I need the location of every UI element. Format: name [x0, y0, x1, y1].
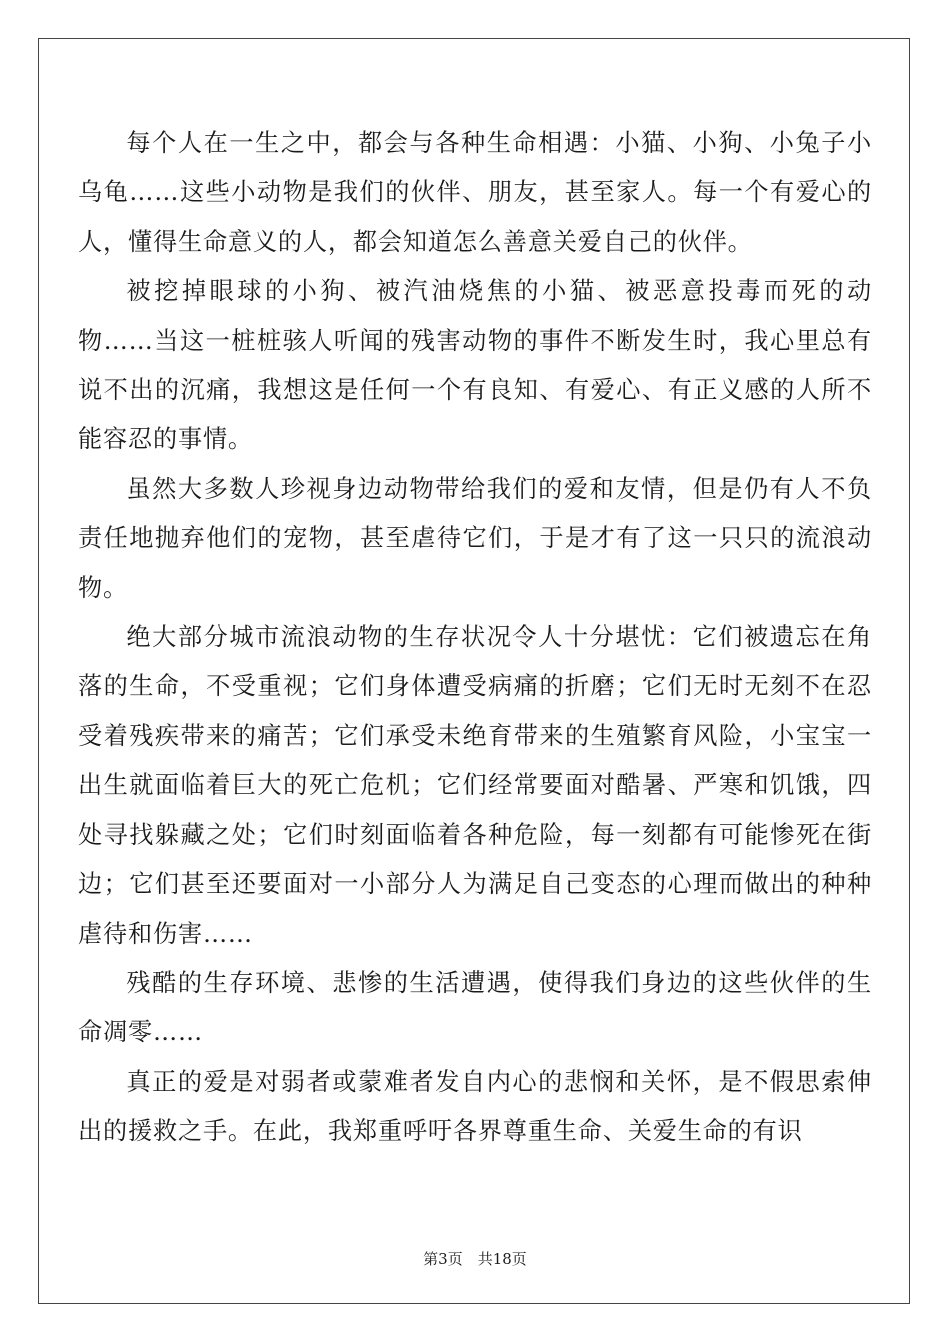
paragraph-6: 真正的爱是对弱者或蒙难者发自内心的悲悯和关怀，是不假思索伸出的援救之手。在此，我郑重呼吁各界尊重生命、关爱生命的有识: [78, 1067, 872, 1146]
paragraph-5: 残酷的生存环境、悲惨的生活遭遇，使得我们身边的这些伙伴的生命凋零……: [78, 968, 872, 1047]
paragraph-2: 被挖掉眼球的小狗、被汽油烧焦的小猫、被恶意投毒而死的动物……当这一桩桩骇人听闻的残害动物的事件不断发生时，我心里总有说不出的沉痛，我想这是任何一个有良知、有爱心、有正义感的人所不能容忍的事情。: [78, 277, 872, 454]
document-body: [78, 119, 872, 1157]
page-number-footer: 第3页 共18页: [423, 1250, 527, 1268]
paragraph-1: 每个人在一生之中，都会与各种生命相遇：小猫、小狗、小兔子小乌龟……这些小动物是我们的伙伴、朋友，甚至家人。每一个有爱心的人，懂得生命意义的人，都会知道怎么善意关爱自己的伙伴。: [78, 129, 872, 256]
paragraph-4: 绝大部分城市流浪动物的生存状况令人十分堪忧：它们被遗忘在角落的生命，不受重视；它们身体遭受病痛的折磨；它们无时无刻不在忍受着残疾带来的痛苦；它们承受未绝育带来的生殖繁育风险，小宝宝一出生就面临着巨大的死亡危机；它们经常要面对酷暑、严寒和饥饿，四处寻找躲藏之处；它们时刻面临着各种危险，每一刻都有可能惨死在街边；它们甚至还要面对一小部分人为满足自己变态的心理而做出的种种虐待和伤害……: [78, 623, 872, 948]
paragraph-3: 虽然大多数人珍视身边动物带给我们的爱和友情，但是仍有人不负责任地抛弃他们的宠物，甚至虐待它们，于是才有了这一只只的流浪动物。: [78, 474, 872, 602]
